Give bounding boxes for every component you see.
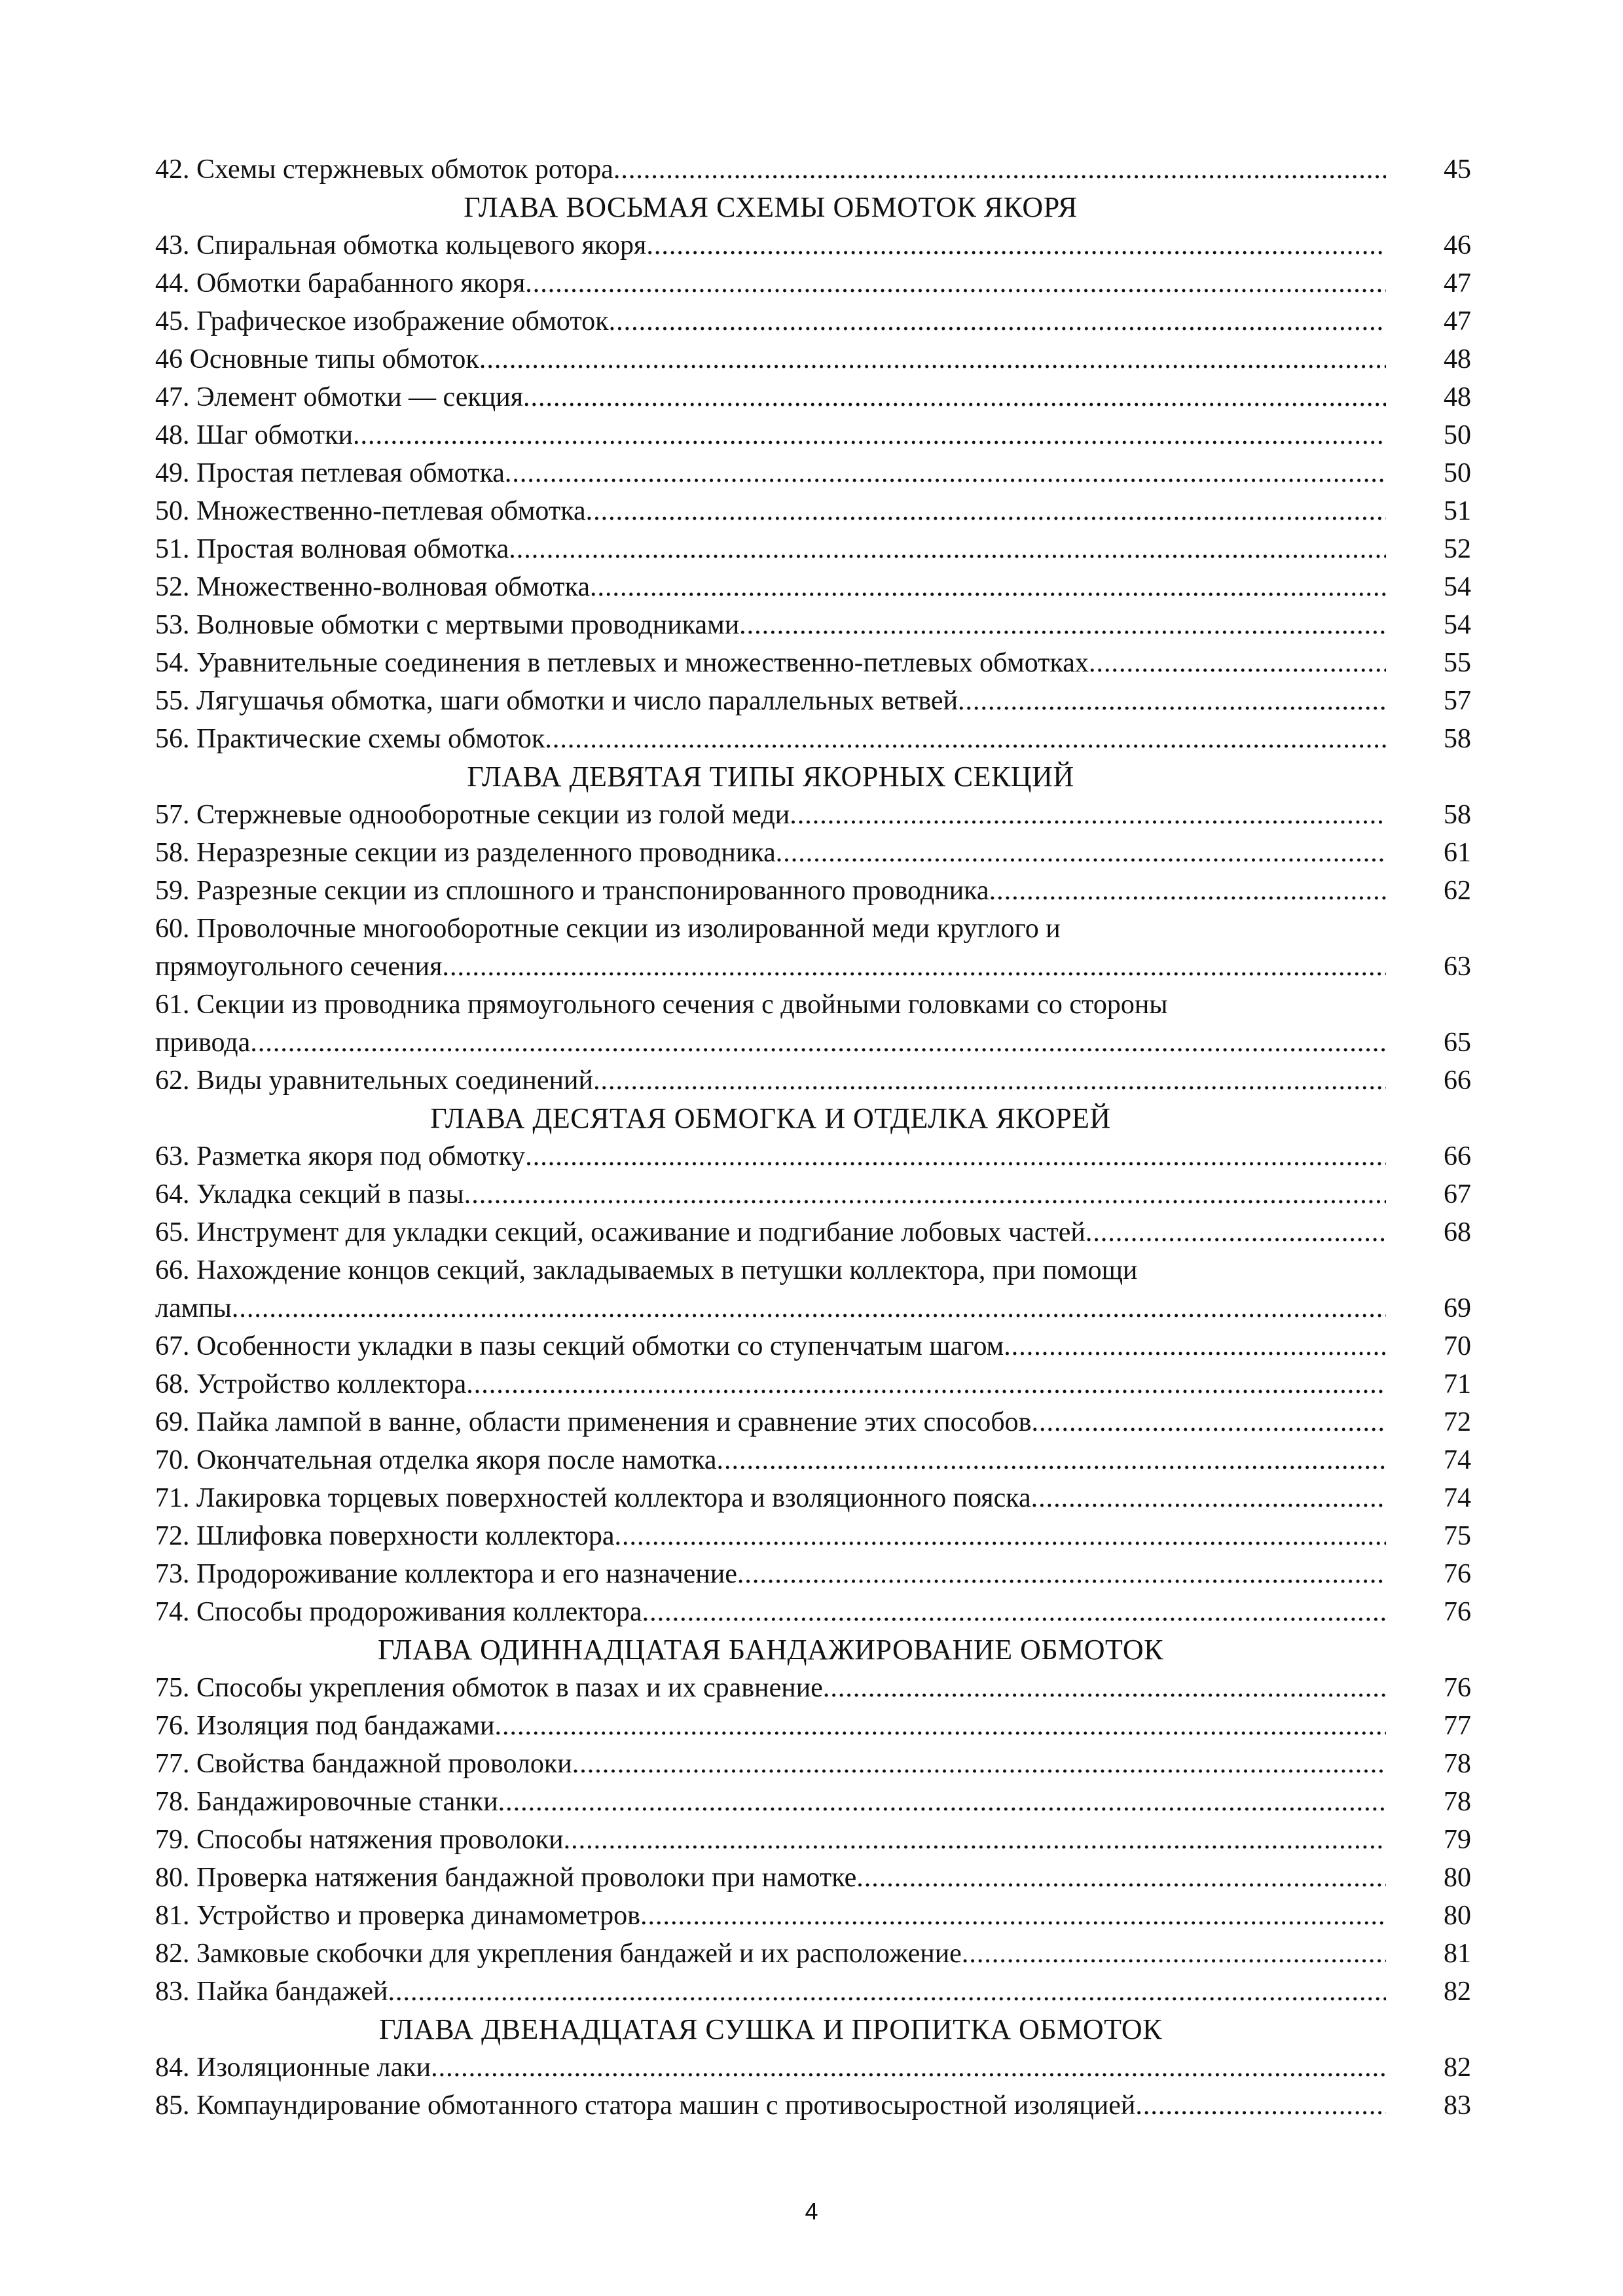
toc-entry-body bbox=[155, 796, 1386, 834]
toc-entry-body bbox=[155, 151, 1386, 188]
toc-entry-body bbox=[155, 1138, 1386, 1175]
toc-entry-title: 48. Шаг обмотки bbox=[155, 420, 353, 450]
toc-entry-title: 85. Компаундирование обмотанного статора машин с противосыростной изоляцией bbox=[155, 2090, 1136, 2121]
toc-page-number: 55 bbox=[1444, 648, 1471, 678]
toc-entry bbox=[155, 1175, 1471, 1213]
dot-leader bbox=[739, 606, 1386, 644]
dot-leader bbox=[466, 1365, 1386, 1403]
toc-entry-title: 82. Замковые скобочки для укрепления бандажей и их расположение bbox=[155, 1939, 962, 1969]
toc-entry-title: 44. Обмотки барабанного якоря bbox=[155, 268, 526, 298]
toc-entry bbox=[155, 1289, 1471, 1327]
toc-entry-title: 58. Неразрезные секции из разделенного проводника bbox=[155, 838, 776, 868]
toc-page-number: 54 bbox=[1444, 572, 1471, 602]
toc-entry bbox=[155, 1403, 1471, 1441]
toc-entry-body bbox=[155, 226, 1386, 264]
toc-entry bbox=[155, 1024, 1471, 1062]
toc-page-number: 76 bbox=[1444, 1559, 1471, 1589]
toc-entry-body bbox=[155, 1403, 1386, 1441]
dot-leader bbox=[737, 1555, 1386, 1593]
dot-leader bbox=[989, 872, 1386, 910]
toc-entry-body bbox=[155, 1973, 1386, 2011]
chapter-heading: ГЛАВА ДЕВЯТАЯ ТИПЫ ЯКОРНЫХ СЕКЦИЙ bbox=[467, 761, 1074, 793]
toc-page-number: 58 bbox=[1444, 724, 1471, 754]
dot-leader bbox=[1135, 2087, 1386, 2125]
toc-page-number: 83 bbox=[1444, 2090, 1471, 2121]
toc-entry-body bbox=[155, 378, 1386, 416]
toc-entry-title: 42. Схемы стержневых обмоток ротора bbox=[155, 154, 613, 185]
dot-leader bbox=[1085, 1213, 1386, 1251]
toc-entry-body bbox=[155, 1441, 1386, 1479]
toc-entry-title: 46 Основные типы обмоток bbox=[155, 344, 479, 374]
toc-entry bbox=[155, 1973, 1471, 2011]
toc-page-number: 79 bbox=[1444, 1825, 1471, 1855]
toc-entry-title: 51. Простая волновая обмотка bbox=[155, 534, 509, 564]
dot-leader bbox=[615, 1517, 1386, 1555]
toc-entry-body bbox=[155, 1935, 1386, 1973]
toc-entry-title: 54. Уравнительные соединения в петлевых и множественно-петлевых обмотках bbox=[155, 648, 1089, 678]
toc-page-number: 74 bbox=[1444, 1483, 1471, 1513]
dot-leader bbox=[642, 1593, 1386, 1631]
toc-entry bbox=[155, 151, 1471, 188]
toc-entry-title: 67. Особенности укладки в пазы секций обмотки со ступенчатым шагом bbox=[155, 1331, 1004, 1361]
dot-leader bbox=[1004, 1327, 1386, 1365]
toc-entry-body bbox=[155, 1783, 1386, 1821]
toc-entry bbox=[155, 1517, 1471, 1555]
toc-entry-title: 62. Виды уравнительных соединений bbox=[155, 1066, 593, 1096]
toc-entry-title: 76. Изоляция под бандажами bbox=[155, 1711, 495, 1741]
toc-page-number: 62 bbox=[1444, 876, 1471, 906]
dot-leader bbox=[250, 1024, 1386, 1062]
toc-entry-title: прямоугольного сечения bbox=[155, 952, 443, 982]
toc-entry-title: лампы bbox=[155, 1293, 232, 1323]
dot-leader bbox=[388, 1973, 1386, 2011]
toc-entry-body bbox=[155, 834, 1386, 872]
toc-entry-title: 81. Устройство и проверка динамометров bbox=[155, 1901, 640, 1931]
toc-entry-title: привода bbox=[155, 1028, 251, 1058]
toc-entry-title: 49. Простая петлевая обмотка bbox=[155, 458, 505, 488]
toc-entry bbox=[155, 720, 1471, 758]
toc-page-number: 52 bbox=[1444, 534, 1471, 564]
toc-entry bbox=[155, 1213, 1471, 1251]
toc-entry-body bbox=[155, 454, 1386, 492]
toc-entry-title: 65. Инструмент для укладки секций, осаживание и подгибание лобовых частей bbox=[155, 1217, 1085, 1247]
dot-leader bbox=[232, 1289, 1386, 1327]
dot-leader bbox=[572, 1745, 1386, 1783]
toc-entry-body bbox=[155, 1859, 1386, 1897]
toc-entry-body bbox=[155, 606, 1386, 644]
dot-leader bbox=[479, 340, 1386, 378]
toc-entry bbox=[155, 226, 1471, 264]
toc-entry bbox=[155, 1935, 1471, 1973]
toc-entry-title: 55. Лягушачья обмотка, шаги обмотки и число параллельных ветвей bbox=[155, 686, 958, 716]
toc-entry-body bbox=[155, 2049, 1386, 2087]
toc-entry bbox=[155, 1897, 1471, 1935]
toc-entry bbox=[155, 644, 1471, 682]
toc-entry-body bbox=[155, 416, 1386, 454]
toc-entry-body bbox=[155, 340, 1386, 378]
dot-leader bbox=[353, 416, 1386, 454]
toc-page-number: 75 bbox=[1444, 1521, 1471, 1551]
toc-entry bbox=[155, 606, 1471, 644]
toc-entry-body bbox=[155, 1745, 1386, 1783]
dot-leader bbox=[790, 796, 1386, 834]
toc-entry-title: 74. Способы продороживания коллектора bbox=[155, 1597, 642, 1627]
dot-leader bbox=[1089, 644, 1386, 682]
toc-page-number: 72 bbox=[1444, 1407, 1471, 1437]
toc-entry-body bbox=[155, 720, 1386, 758]
toc-entry-title: 57. Стержневые однооборотные секции из голой меди bbox=[155, 800, 790, 830]
toc-entry-title: 70. Окончательная отделка якоря после намотка bbox=[155, 1445, 717, 1475]
toc-page-number: 51 bbox=[1444, 496, 1471, 526]
toc-entry-body bbox=[155, 1024, 1386, 1062]
dot-leader bbox=[509, 530, 1386, 568]
toc-entry-body bbox=[155, 1669, 1386, 1707]
toc-page-number: 47 bbox=[1444, 268, 1471, 298]
toc-entry-body bbox=[155, 948, 1386, 986]
dot-leader bbox=[431, 2049, 1386, 2087]
page-number: 4 bbox=[805, 2198, 818, 2225]
toc-entry-body bbox=[155, 1593, 1386, 1631]
dot-leader bbox=[646, 226, 1386, 264]
dot-leader bbox=[776, 834, 1386, 872]
toc-entry bbox=[155, 1062, 1471, 1100]
toc-entry bbox=[155, 454, 1471, 492]
toc-entry bbox=[155, 1593, 1471, 1631]
toc-page-number: 67 bbox=[1444, 1179, 1471, 1210]
toc-page-number: 48 bbox=[1444, 382, 1471, 412]
dot-leader bbox=[464, 1175, 1386, 1213]
toc-entry-title: 84. Изоляционные лаки bbox=[155, 2053, 431, 2083]
toc-page-number: 69 bbox=[1444, 1293, 1471, 1323]
toc-entry-body bbox=[155, 1365, 1386, 1403]
dot-leader bbox=[495, 1707, 1386, 1745]
toc-entry bbox=[155, 1365, 1471, 1403]
toc-entry bbox=[155, 530, 1471, 568]
toc-entry-body bbox=[155, 644, 1386, 682]
toc-entry bbox=[155, 682, 1471, 720]
toc-entry-body bbox=[155, 1289, 1386, 1327]
toc-entry bbox=[155, 1327, 1471, 1365]
toc-page-number: 66 bbox=[1444, 1066, 1471, 1096]
toc-entry-title: 47. Элемент обмотки — секция bbox=[155, 382, 524, 412]
toc-entry bbox=[155, 2087, 1471, 2125]
toc-entry-first-line: 61. Секции из проводника прямоугольного сечения с двойными головками со стороны bbox=[155, 990, 1168, 1020]
dot-leader bbox=[1031, 1479, 1386, 1517]
toc-entry bbox=[155, 340, 1471, 378]
toc-entry-title: 80. Проверка натяжения бандажной проволоки при намотке bbox=[155, 1863, 857, 1893]
toc-entry-title: 64. Укладка секций в пазы bbox=[155, 1179, 464, 1210]
toc-entry bbox=[155, 1745, 1471, 1783]
toc-entry bbox=[155, 948, 1471, 986]
toc-page-number: 47 bbox=[1444, 306, 1471, 336]
toc-entry-body bbox=[155, 1707, 1386, 1745]
toc-entry bbox=[155, 1783, 1471, 1821]
toc-entry bbox=[155, 872, 1471, 910]
toc-entry-body bbox=[155, 1213, 1386, 1251]
dot-leader bbox=[640, 1897, 1386, 1935]
dot-leader bbox=[564, 1821, 1386, 1859]
toc-entry-body bbox=[155, 1175, 1386, 1213]
toc-entry-title: 59. Разрезные секции из сплошного и транспонированного проводника bbox=[155, 876, 989, 906]
toc-page-number: 82 bbox=[1444, 2053, 1471, 2083]
toc-entry-first-line: 66. Нахождение концов секций, закладываемых в петушки коллектора, при помощи bbox=[155, 1255, 1138, 1285]
toc-page-number: 46 bbox=[1444, 230, 1471, 260]
toc-page-number: 57 bbox=[1444, 686, 1471, 716]
chapter-heading: ГЛАВА ВОСЬМАЯ СХЕМЫ ОБМОТОК ЯКОРЯ bbox=[464, 191, 1078, 223]
toc-page-number: 54 bbox=[1444, 610, 1471, 640]
toc-page-number: 45 bbox=[1444, 154, 1471, 185]
toc-entry-body bbox=[155, 264, 1386, 302]
toc-entry-body bbox=[155, 1479, 1386, 1517]
toc-entry bbox=[155, 1821, 1471, 1859]
toc-page-number: 70 bbox=[1444, 1331, 1471, 1361]
toc-entry bbox=[155, 378, 1471, 416]
toc-page-number: 82 bbox=[1444, 1977, 1471, 2007]
toc-page-number: 76 bbox=[1444, 1673, 1471, 1703]
dot-leader bbox=[717, 1441, 1386, 1479]
toc-page-number: 65 bbox=[1444, 1028, 1471, 1058]
toc-entry-title: 77. Свойства бандажной проволоки bbox=[155, 1749, 572, 1779]
toc-page-number: 58 bbox=[1444, 800, 1471, 830]
dot-leader bbox=[1031, 1403, 1386, 1441]
toc-entry-title: 79. Способы натяжения проволоки bbox=[155, 1825, 564, 1855]
dot-leader bbox=[586, 492, 1386, 530]
toc-entry-title: 83. Пайка бандажей bbox=[155, 1977, 388, 2007]
toc-entry-body bbox=[155, 1897, 1386, 1935]
toc-entry-title: 69. Пайка лампой в ванне, области применения и сравнение этих способов bbox=[155, 1407, 1032, 1437]
toc-page-number: 78 bbox=[1444, 1787, 1471, 1817]
toc-entry-body bbox=[155, 1327, 1386, 1365]
dot-leader bbox=[823, 1669, 1386, 1707]
dot-leader bbox=[590, 568, 1386, 606]
toc-page-number: 71 bbox=[1444, 1369, 1471, 1399]
toc-entry-title: 50. Множественно-петлевая обмотка bbox=[155, 496, 586, 526]
toc-entry-first-line: 60. Проволочные многооборотные секции из изолированной меди круглого и bbox=[155, 914, 1061, 944]
dot-leader bbox=[593, 1062, 1386, 1100]
chapter-heading: ГЛАВА ДЕСЯТАЯ ОБМОГКА И ОТДЕЛКА ЯКОРЕЙ bbox=[430, 1102, 1111, 1134]
toc-entry-title: 68. Устройство коллектора bbox=[155, 1369, 467, 1399]
dot-leader bbox=[525, 264, 1386, 302]
toc-page-number: 50 bbox=[1444, 420, 1471, 450]
toc-entry-title: 63. Разметка якоря под обмотку bbox=[155, 1141, 526, 1172]
toc-page-number: 80 bbox=[1444, 1863, 1471, 1893]
toc-page-number: 78 bbox=[1444, 1749, 1471, 1779]
toc-entry-title: 75. Способы укрепления обмоток в пазах и их сравнение bbox=[155, 1673, 823, 1703]
toc-entry bbox=[155, 264, 1471, 302]
toc-entry bbox=[155, 1669, 1471, 1707]
toc-entry-title: 43. Спиральная обмотка кольцевого якоря bbox=[155, 230, 647, 260]
toc-entry bbox=[155, 1479, 1471, 1517]
toc-page-number: 80 bbox=[1444, 1901, 1471, 1931]
toc-entry-body bbox=[155, 1555, 1386, 1593]
dot-leader bbox=[545, 720, 1386, 758]
chapter-heading: ГЛАВА ДВЕНАДЦАТАЯ СУШКА И ПРОПИТКА ОБМОТОК bbox=[378, 2013, 1163, 2045]
toc-entry-title: 71. Лакировка торцевых поверхностей коллектора и взоляционного пояска bbox=[155, 1483, 1031, 1513]
dot-leader bbox=[442, 948, 1386, 986]
toc-entry-body bbox=[155, 682, 1386, 720]
toc-entry-body bbox=[155, 492, 1386, 530]
toc-page-number: 81 bbox=[1444, 1939, 1471, 1969]
toc-entry bbox=[155, 796, 1471, 834]
toc-page-number: 77 bbox=[1444, 1711, 1471, 1741]
toc-entry bbox=[155, 1859, 1471, 1897]
dot-leader bbox=[498, 1783, 1386, 1821]
toc-entry bbox=[155, 2049, 1471, 2087]
dot-leader bbox=[523, 378, 1386, 416]
toc-entry-title: 73. Продороживание коллектора и его назначение bbox=[155, 1559, 737, 1589]
toc-entry-title: 52. Множественно-волновая обмотка bbox=[155, 572, 591, 602]
toc-entry-title: 78. Бандажировочные станки bbox=[155, 1787, 498, 1817]
dot-leader bbox=[962, 1935, 1386, 1973]
toc-entry-body bbox=[155, 1062, 1386, 1100]
toc-page-number: 68 bbox=[1444, 1217, 1471, 1247]
toc-entry bbox=[155, 1707, 1471, 1745]
toc-entry-body bbox=[155, 1517, 1386, 1555]
dot-leader bbox=[613, 151, 1386, 188]
toc-entry bbox=[155, 302, 1471, 340]
toc-entry-title: 72. Шлифовка поверхности коллектора bbox=[155, 1521, 615, 1551]
dot-leader bbox=[609, 302, 1386, 340]
dot-leader bbox=[505, 454, 1386, 492]
toc-entry-title: 53. Волновые обмотки с мертвыми проводниками bbox=[155, 610, 740, 640]
toc-entry-title: 45. Графическое изображение обмоток bbox=[155, 306, 609, 336]
toc-page-number: 63 bbox=[1444, 952, 1471, 982]
toc-entry bbox=[155, 416, 1471, 454]
toc-entry-body bbox=[155, 2087, 1386, 2125]
table-of-contents bbox=[155, 151, 1471, 2125]
toc-entry-body bbox=[155, 1821, 1386, 1859]
toc-entry-body bbox=[155, 872, 1386, 910]
toc-entry-body bbox=[155, 568, 1386, 606]
chapter-heading: ГЛАВА ОДИННАДЦАТАЯ БАНДАЖИРОВАНИЕ ОБМОТОК bbox=[378, 1634, 1163, 1666]
dot-leader bbox=[525, 1138, 1386, 1175]
dot-leader bbox=[856, 1859, 1386, 1897]
toc-entry-title: 56. Практические схемы обмоток bbox=[155, 724, 545, 754]
toc-entry bbox=[155, 834, 1471, 872]
toc-entry bbox=[155, 1138, 1471, 1175]
toc-page-number: 61 bbox=[1444, 838, 1471, 868]
toc-page-number: 74 bbox=[1444, 1445, 1471, 1475]
toc-page-number: 76 bbox=[1444, 1597, 1471, 1627]
toc-page-number: 50 bbox=[1444, 458, 1471, 488]
toc-page-number: 66 bbox=[1444, 1141, 1471, 1172]
toc-entry bbox=[155, 492, 1471, 530]
toc-page-number: 48 bbox=[1444, 344, 1471, 374]
toc-entry bbox=[155, 1441, 1471, 1479]
toc-entry-body bbox=[155, 530, 1386, 568]
toc-entry-body bbox=[155, 302, 1386, 340]
dot-leader bbox=[958, 682, 1386, 720]
toc-entry bbox=[155, 568, 1471, 606]
toc-entry bbox=[155, 1555, 1471, 1593]
